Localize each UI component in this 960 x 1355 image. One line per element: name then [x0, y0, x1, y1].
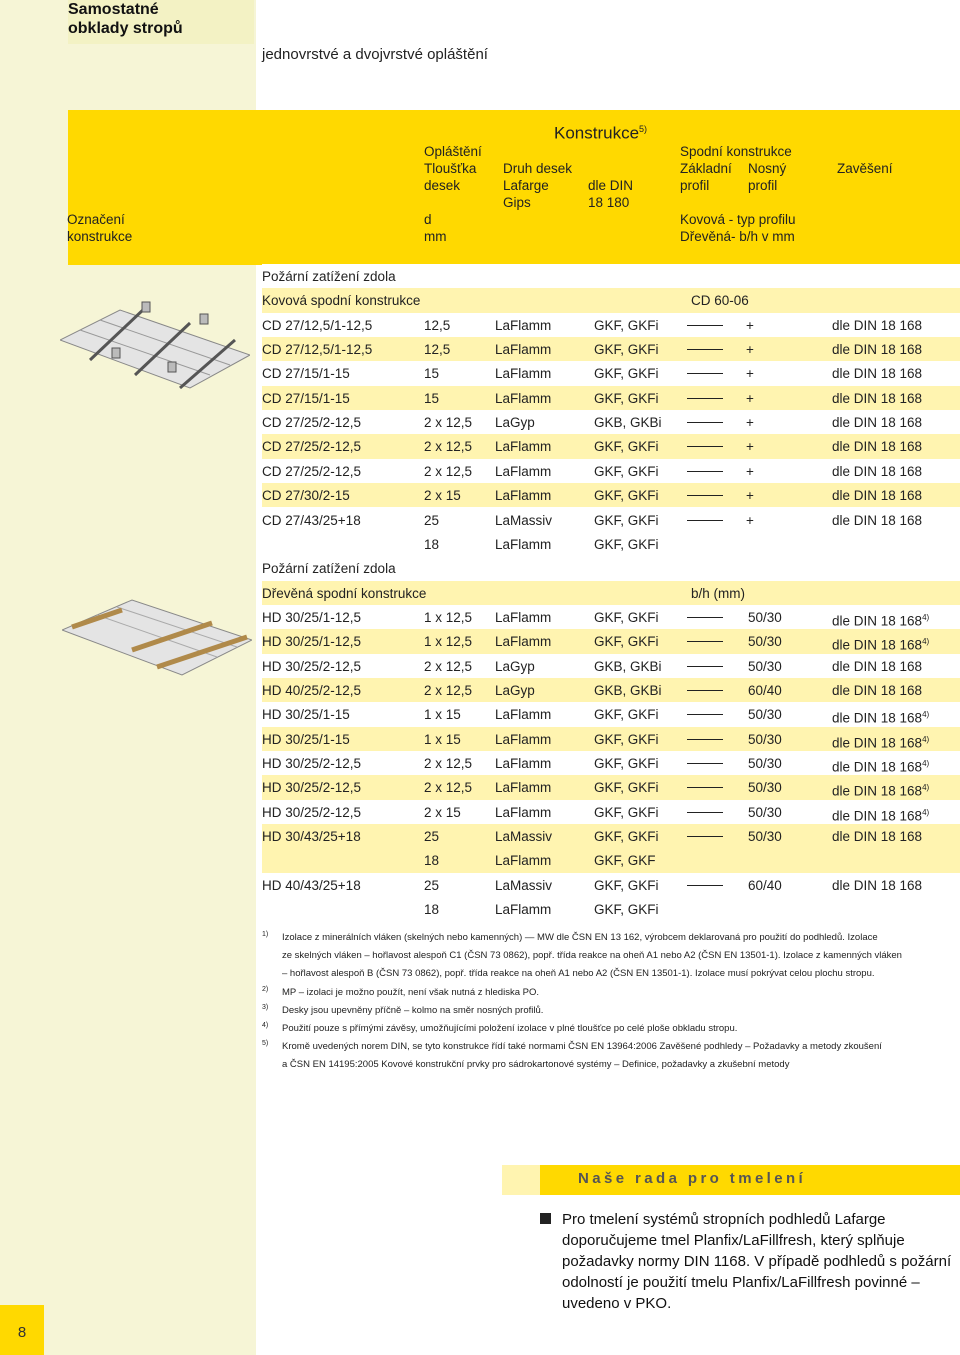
- cell-dash: [687, 714, 723, 715]
- cell-din: GKF, GKFi: [594, 804, 659, 820]
- cell-name: HD 30/25/2-12,5: [262, 780, 362, 796]
- cell-din: GKF, GKFi: [594, 634, 659, 650]
- page-subtitle: jednovrstvé a dvojvrstvé opláštění: [262, 46, 488, 63]
- cell-profile: 50/30: [748, 804, 782, 820]
- cell-name: HD 30/43/25+18: [262, 829, 361, 845]
- metal-ceiling-illustration: [60, 300, 250, 390]
- cell-suspension: [832, 342, 922, 357]
- cell-suspension-text: dle DIN 18 168: [832, 463, 923, 479]
- cell-thickness: 2 x 12,5: [424, 658, 473, 674]
- cell-din: GKF, GKFi: [594, 756, 659, 771]
- cell-din: GKB, GKBi: [594, 682, 662, 698]
- cell-din: GKF, GKFi: [594, 829, 659, 845]
- cell-suspension-sup: 4): [922, 759, 930, 768]
- cell-name: HD 40/43/25+18: [262, 877, 361, 893]
- cell-type: LaFlamm: [495, 439, 552, 455]
- cell-profile: 50/30: [748, 634, 782, 650]
- section-heading-row: [262, 581, 960, 606]
- cell-profile: +: [746, 317, 754, 333]
- cell-suspension-sup: 4): [922, 710, 930, 720]
- cell-name: HD 30/25/1-15: [262, 707, 350, 723]
- cell-name: HD 30/25/1-12,5: [262, 609, 362, 625]
- cell-thickness: 12,5: [424, 317, 451, 333]
- footnote-text: ze skelných vláken – hořlavost alespoň C1 (ČSN 73 0862), popř. třída reakce na oheň A1 nebo A2 (ČSN EN 13501-1). Izolace z kamenných vláken: [282, 950, 902, 961]
- cell-thickness: 18: [424, 902, 440, 918]
- footnote-text: Kromě uvedených norem DIN, se tyto konstrukce řídí také normami ČSN EN 13964:2006 Zavěšené podhledy – Požadavky a metody zkoušení: [282, 1041, 882, 1052]
- page-number: 8: [17, 1324, 27, 1341]
- cell-suspension-text: dle DIN 18 168: [832, 342, 923, 358]
- cell-dash: [687, 787, 723, 788]
- cell-suspension: [832, 634, 929, 653]
- cell-thickness: 12,5: [424, 342, 451, 358]
- header-kovova: Kovová - typ profilu: [680, 212, 796, 227]
- cell-din: GKF, GKFi: [594, 317, 659, 333]
- cell-dash: [687, 373, 723, 374]
- section-title-line1: Samostatné: [68, 1, 159, 18]
- header-din-num: 18 180: [588, 195, 630, 210]
- table-row: [262, 897, 960, 922]
- cell-suspension: [832, 391, 922, 406]
- cell-dash: [687, 666, 723, 667]
- cell-type: LaFlamm: [495, 707, 552, 723]
- cell-din: GKB, GKBi: [594, 658, 662, 674]
- table-row: [262, 751, 960, 776]
- cell-thickness: 25: [424, 512, 440, 528]
- cell-thickness: 2 x 12,5: [424, 463, 473, 479]
- cell-dash: [687, 763, 723, 764]
- header-d: d: [424, 212, 432, 227]
- cell-suspension: [832, 659, 922, 674]
- cell-din: GKF, GKFi: [594, 877, 659, 893]
- cell-suspension-sup: 4): [922, 734, 930, 744]
- cell-suspension-text: dle DIN 18 168: [832, 366, 923, 382]
- cell-thickness: 18: [424, 853, 440, 869]
- cell-profile: +: [746, 439, 754, 455]
- cell-suspension-sup: 4): [922, 807, 930, 817]
- footnote-number: 3): [262, 1004, 269, 1011]
- timber-ceiling-illustration: [62, 595, 252, 680]
- cell-suspension: [832, 488, 922, 503]
- header-konstrukce2: konstrukce: [67, 229, 133, 244]
- cell-suspension-text: dle DIN 18 168: [832, 735, 923, 751]
- table-row: [262, 800, 960, 825]
- cell-name: CD 27/15/1-15: [262, 390, 350, 406]
- cell-dash: [687, 836, 723, 837]
- cell-dash: [687, 495, 723, 496]
- cell-name: CD 27/43/25+18: [262, 512, 361, 528]
- cell-profile: 50/30: [748, 609, 782, 625]
- cell-thickness: 2 x 15: [424, 804, 461, 820]
- header-gips: Gips: [503, 195, 531, 210]
- cell-din: GKF, GKFi: [594, 342, 659, 358]
- cell-thickness: 18: [424, 536, 440, 552]
- cell-din: GKF, GKFi: [594, 902, 659, 918]
- footnote-text: Izolace z minerálních vláken (skelných nebo kamenných) — MW dle ČSN EN 13 162, výrobcem deklarovaná pro použití do podhledů. Izolace: [282, 932, 878, 943]
- cell-type: LaFlamm: [495, 488, 552, 504]
- table-row: [262, 775, 960, 800]
- table-row: [262, 702, 960, 727]
- cell-suspension: [832, 707, 929, 726]
- cell-suspension: [832, 366, 922, 381]
- cell-din: GKF, GKFi: [594, 780, 659, 796]
- table-row: [262, 605, 960, 630]
- cell-dash: [687, 617, 723, 618]
- tip-title: Naše rada pro tmelení: [578, 1170, 807, 1187]
- cell-type: LaFlamm: [495, 317, 552, 333]
- cell-type: LaFlamm: [495, 731, 552, 747]
- cell-dash: [687, 471, 723, 472]
- table-row: [262, 386, 960, 411]
- table-row: [262, 410, 960, 435]
- cell-dash: [687, 812, 723, 813]
- cell-din: GKF, GKFi: [594, 731, 659, 747]
- cell-suspension-text: dle DIN 18 168: [832, 439, 923, 455]
- cell-type: LaFlamm: [495, 463, 552, 479]
- cell-suspension: [832, 415, 922, 430]
- cell-suspension: [832, 318, 922, 333]
- footnote-number: 4): [262, 1022, 269, 1029]
- cell-din: GKB, GKBi: [594, 415, 662, 431]
- cell-profile: 50/30: [748, 829, 782, 845]
- footnote-text: – hořlavost alespoň B (ČSN 73 0862), popř. třída reakce na oheň A1 nebo A2 (ČSN EN 13501-1). Izolace musí pokrývat celou plochu stropu.: [282, 968, 875, 979]
- cell-suspension: [832, 829, 922, 844]
- header-drevena: Dřevěná- b/h v mm: [680, 229, 795, 244]
- cell-suspension-text: dle DIN 18 168: [832, 637, 923, 653]
- cell-dash: [687, 739, 723, 740]
- cell-type: LaFlamm: [495, 634, 552, 650]
- tip-text: Pro tmelení systémů stropních podhledů Lafarge doporučujeme tmel Planfix/LaFillfresh, který splňuje požadavky normy DIN 1168. V případě podhledů s požární odolností je použití tmelu Planfix/LaFillfresh povinné – uvedeno v PKO.: [562, 1211, 952, 1312]
- cell-thickness: 1 x 15: [424, 731, 461, 747]
- footnote-text: Desky jsou upevněny příčně – kolmo na směr nosných profilů.: [282, 1005, 544, 1016]
- cell-suspension-text: dle DIN 18 168: [832, 877, 923, 893]
- table-row: [262, 678, 960, 703]
- cell-thickness: 1 x 15: [424, 707, 461, 723]
- cell-din: GKF, GKFi: [594, 463, 659, 479]
- section-profile: b/h (mm): [691, 585, 745, 601]
- cell-profile: +: [746, 342, 754, 358]
- cell-suspension: [832, 683, 922, 698]
- header-konstrukce-text: Konstrukce: [554, 123, 640, 143]
- cell-dash: [687, 325, 723, 326]
- header-dle-din: dle DIN: [588, 178, 634, 193]
- table-row: [262, 459, 960, 484]
- cell-profile: 60/40: [748, 877, 782, 893]
- cell-suspension-text: dle DIN 18 168: [832, 488, 923, 504]
- cell-type: LaFlamm: [495, 342, 552, 358]
- cell-suspension-text: dle DIN 18 168: [832, 759, 923, 775]
- header-spodni: Spodní konstrukce: [680, 144, 792, 159]
- cell-thickness: 25: [424, 829, 440, 845]
- cell-suspension-text: dle DIN 18 168: [832, 829, 923, 845]
- header-oznaceni: Označení: [67, 212, 125, 227]
- cell-name: CD 27/12,5/1-12,5: [262, 342, 373, 358]
- cell-suspension-text: dle DIN 18 168: [832, 390, 923, 406]
- cell-name: CD 27/12,5/1-12,5: [262, 317, 373, 333]
- cell-suspension: [832, 878, 922, 893]
- cell-profile: +: [746, 512, 754, 528]
- cell-profile: +: [746, 415, 754, 431]
- cell-dash: [687, 422, 723, 423]
- cell-type: LaFlamm: [495, 853, 552, 869]
- cell-din: GKF, GKFi: [594, 512, 659, 528]
- cell-thickness: 15: [424, 366, 440, 382]
- footnote-number: 1): [262, 931, 269, 938]
- cell-din: GKF, GKFi: [594, 366, 659, 382]
- section-title: [68, 0, 254, 44]
- cell-profile: 60/40: [748, 682, 782, 698]
- header-profil2: profil: [748, 178, 778, 193]
- cell-thickness: 15: [424, 390, 440, 406]
- table-row: [262, 848, 960, 873]
- tip-bullet-icon: [540, 1213, 551, 1224]
- cell-type: LaFlamm: [495, 804, 552, 820]
- cell-type: LaMassiv: [495, 829, 553, 845]
- cell-dash: [687, 349, 723, 350]
- cell-name: CD 27/15/1-15: [262, 366, 350, 382]
- table-row: [262, 313, 960, 338]
- table-row: [262, 483, 960, 508]
- table-row: [262, 361, 960, 386]
- cell-thickness: 1 x 12,5: [424, 609, 473, 625]
- cell-suspension: [832, 805, 929, 824]
- section-heading-2: Kovová spodní konstrukce: [262, 293, 421, 309]
- table-row: [262, 873, 960, 898]
- cell-suspension-sup: 4): [922, 637, 930, 647]
- cell-din: GKF, GKFi: [594, 707, 659, 723]
- cell-type: LaFlamm: [495, 780, 552, 796]
- cell-din: GKF, GKF: [594, 853, 656, 869]
- cell-type: LaFlamm: [495, 366, 552, 382]
- cell-dash: [687, 885, 723, 886]
- cell-name: CD 27/25/2-12,5: [262, 439, 362, 455]
- header-druh-desek: Druh desek: [503, 161, 573, 176]
- cell-name: CD 27/30/2-15: [262, 488, 350, 504]
- cell-type: LaFlamm: [495, 536, 552, 552]
- cell-profile: 50/30: [748, 658, 782, 674]
- cell-type: LaGyp: [495, 682, 535, 698]
- cell-suspension: [832, 439, 922, 454]
- cell-name: HD 30/25/2-12,5: [262, 804, 362, 820]
- cell-din: GKF, GKFi: [594, 439, 659, 455]
- cell-dash: [687, 690, 723, 691]
- table-row: [262, 629, 960, 654]
- cell-thickness: 2 x 12,5: [424, 682, 473, 698]
- header-lafarge: Lafarge: [503, 178, 549, 193]
- section-title-line2: obklady stropů: [68, 20, 183, 37]
- cell-suspension-text: dle DIN 18 168: [832, 808, 923, 824]
- cell-suspension-text: dle DIN 18 168: [832, 658, 923, 674]
- cell-profile: 50/30: [748, 731, 782, 747]
- cell-profile: +: [746, 390, 754, 406]
- header-profil1: profil: [680, 178, 710, 193]
- cell-din: GKF, GKFi: [594, 390, 659, 406]
- section-heading-2: Dřevěná spodní konstrukce: [262, 585, 427, 601]
- cell-profile: +: [746, 366, 754, 382]
- cell-profile: +: [746, 463, 754, 479]
- cell-name: HD 30/25/1-12,5: [262, 634, 362, 650]
- cell-name: HD 30/25/2-12,5: [262, 756, 362, 771]
- cell-suspension-text: dle DIN 18 168: [832, 613, 923, 629]
- header-konstrukce: [554, 121, 647, 142]
- cell-dash: [687, 446, 723, 447]
- cell-thickness: 2 x 12,5: [424, 415, 473, 431]
- cell-name: CD 27/25/2-12,5: [262, 463, 362, 479]
- footnote-text: MP – izolaci je možno použít, není však nutná z hlediska PO.: [282, 987, 539, 998]
- cell-profile: +: [746, 488, 754, 504]
- section-heading-row: [262, 264, 960, 289]
- cell-type: LaGyp: [495, 658, 535, 674]
- cell-din: GKF, GKFi: [594, 609, 659, 625]
- header-desek: desek: [424, 178, 461, 193]
- cell-name: HD 30/25/1-15: [262, 731, 350, 747]
- cell-thickness: 2 x 15: [424, 488, 461, 504]
- cell-suspension: [832, 464, 922, 479]
- cell-name: HD 30/25/2-12,5: [262, 658, 362, 674]
- cell-dash: [687, 641, 723, 642]
- cell-thickness: 1 x 12,5: [424, 634, 473, 650]
- cell-thickness: 2 x 12,5: [424, 780, 473, 796]
- cell-type: LaFlamm: [495, 609, 552, 625]
- cell-thickness: 2 x 12,5: [424, 439, 473, 455]
- header-zakladni: Základní: [680, 161, 732, 176]
- cell-dash: [687, 398, 723, 399]
- table-row: [262, 508, 960, 533]
- section-heading-row: [262, 556, 960, 581]
- cell-din: GKF, GKFi: [594, 488, 659, 504]
- cell-profile: 50/30: [748, 780, 782, 796]
- table-row: [262, 337, 960, 362]
- cell-thickness: 25: [424, 877, 440, 893]
- section-heading-1: Požární zatížení zdola: [262, 561, 396, 577]
- cell-suspension-text: dle DIN 18 168: [832, 415, 923, 431]
- cell-suspension-text: dle DIN 18 168: [832, 682, 923, 698]
- header-oplasteni: Opláštění: [424, 144, 482, 159]
- table-row: [262, 824, 960, 849]
- cell-din: GKF, GKFi: [594, 536, 659, 552]
- cell-suspension-sup: 4): [922, 783, 930, 793]
- cell-thickness: 2 x 12,5: [424, 756, 473, 771]
- cell-suspension: [832, 780, 929, 799]
- cell-type: LaFlamm: [495, 390, 552, 406]
- table-header: [68, 110, 960, 265]
- table-row: [262, 434, 960, 459]
- header-konstrukce-sup: 5): [639, 124, 648, 134]
- cell-type: LaGyp: [495, 415, 535, 431]
- cell-suspension: [832, 756, 929, 775]
- footnote-text: a ČSN EN 14195:2005 Kovové konstrukční prvky pro sádrokartonové systémy – Definice, požadavky a zkušební metody: [282, 1059, 790, 1070]
- cell-name: CD 27/25/2-12,5: [262, 415, 362, 431]
- section-profile: CD 60-06: [691, 293, 749, 309]
- cell-suspension-sup: 4): [922, 612, 930, 622]
- cell-suspension-text: dle DIN 18 168: [832, 783, 923, 799]
- cell-profile: 50/30: [748, 707, 782, 723]
- section-heading-row: [262, 288, 960, 313]
- header-nosny: Nosný: [748, 161, 787, 176]
- table-row: [262, 532, 960, 557]
- footnote-number: 2): [262, 986, 269, 993]
- header-zaveseni: Zavěšení: [837, 161, 893, 176]
- cell-suspension: [832, 732, 929, 751]
- table-row: [262, 654, 960, 679]
- header-tloustka: Tloušťka: [424, 161, 477, 176]
- cell-type: LaMassiv: [495, 877, 553, 893]
- cell-dash: [687, 520, 723, 521]
- cell-suspension: [832, 513, 922, 528]
- tip-strip: [502, 1165, 540, 1195]
- cell-type: LaFlamm: [495, 902, 552, 918]
- cell-suspension-text: dle DIN 18 168: [832, 317, 923, 333]
- footnote-text: Použití pouze s přímými závěsy, umožňujícími položení izolace v plné tloušťce po celé ploše obkladu stropu.: [282, 1023, 738, 1034]
- cell-type: LaMassiv: [495, 512, 553, 528]
- cell-type: LaFlamm: [495, 756, 552, 771]
- cell-suspension: [832, 610, 929, 629]
- cell-suspension-text: dle DIN 18 168: [832, 710, 923, 726]
- footnote-number: 5): [262, 1040, 269, 1047]
- cell-suspension-text: dle DIN 18 168: [832, 512, 923, 528]
- header-mm: mm: [424, 229, 447, 244]
- cell-profile: 50/30: [748, 756, 782, 771]
- cell-name: HD 40/25/2-12,5: [262, 682, 362, 698]
- section-heading-1: Požární zatížení zdola: [262, 269, 396, 284]
- table-row: [262, 727, 960, 752]
